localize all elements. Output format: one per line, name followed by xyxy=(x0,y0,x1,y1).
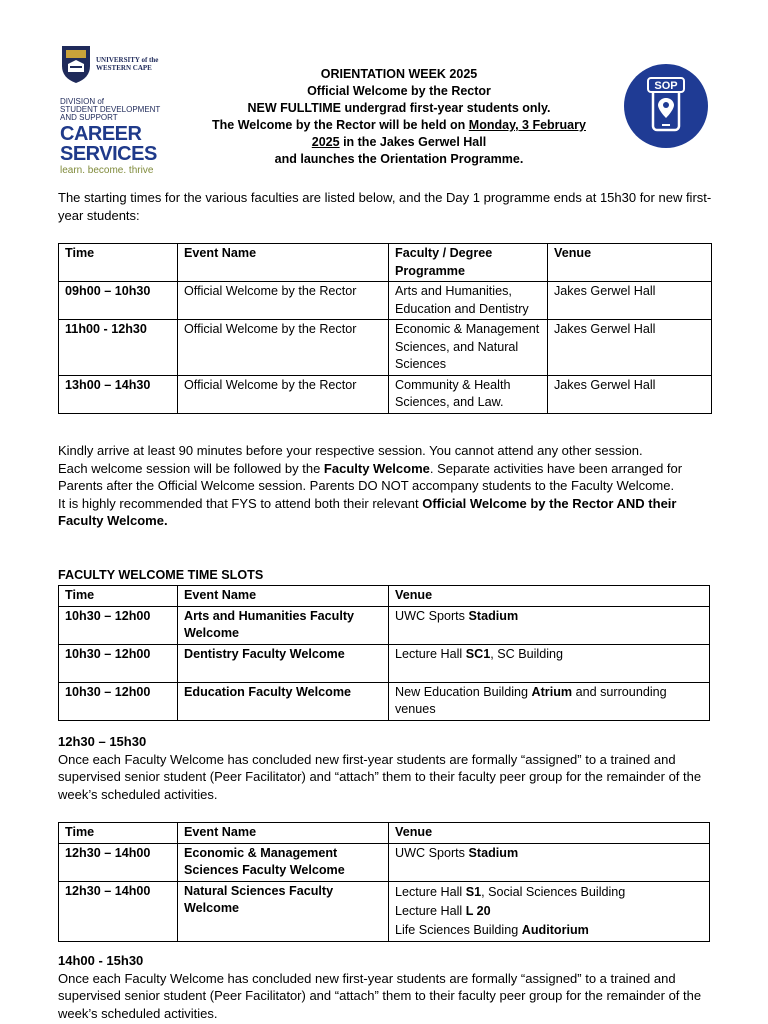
table-row: 12h30 – 14h00 Economic & Management Sciences Faculty Welcome UWC Sports Stadium xyxy=(59,843,710,881)
note-line1: Kindly arrive at least 90 minutes before your respective session. You cannot attend any other session. xyxy=(58,443,643,458)
table-header-row xyxy=(59,244,712,282)
table-row: 12h30 – 14h00 Natural Sciences Faculty Welcome Lecture Hall S1, Social Sciences Building Lecture Hall L 20 Life Sciences Building Auditorium xyxy=(59,881,710,941)
header-line5: 2025 in the Jakes Gerwel Hall xyxy=(311,135,487,149)
col-event: Event Name xyxy=(178,244,389,282)
section3 xyxy=(58,952,718,1022)
faculty-slots-title: FACULTY WELCOME TIME SLOTS xyxy=(58,568,264,582)
note-line2: Each welcome session will be followed by the Faculty Welcome. Separate activities have been arranged for Parents after the Official Welcome session. Parents DO NOT accompany students to the Faculty Welcome. xyxy=(58,460,683,493)
table-header-row: Time Event Name Venue xyxy=(59,586,710,607)
table-row: 13h00 – 14h30 Official Welcome by the Rector Community & Health Sciences, and Law. Jakes Gerwel Hall xyxy=(59,375,712,413)
phone-location-icon xyxy=(624,64,708,148)
intro-text: The starting times for the various faculties are listed below, and the Day 1 programme ends at 15h30 for new first-year students: xyxy=(58,190,712,223)
career-line1: CAREER xyxy=(60,123,142,145)
division-line1: DIVISION of xyxy=(60,97,105,106)
page-header xyxy=(190,66,608,168)
section2 xyxy=(58,733,718,803)
rector-welcome-table xyxy=(58,243,712,414)
division-line3: AND SUPPORT xyxy=(60,113,118,122)
career-services-logo xyxy=(60,44,180,176)
col-time: Time xyxy=(59,244,178,282)
header-line4: The Welcome by the Rector will be held on Monday, 3 February xyxy=(212,118,586,132)
table-row: 10h30 – 12h00 Arts and Humanities Faculty Welcome UWC Sports Stadium xyxy=(59,606,710,644)
university-name-line2: WESTERN CAPE xyxy=(96,64,152,72)
section2-text: Once each Faculty Welcome has concluded new first-year students are formally “assigned” to a trained and supervised senior student (Peer Facilitator) and “attach” them to their faculty peer group for the remainder of the week’s scheduled activities. xyxy=(58,751,702,802)
uwc-crest-icon xyxy=(60,44,92,84)
header-line2: Official Welcome by the Rector xyxy=(307,84,491,98)
section3-text: Once each Faculty Welcome has concluded new first-year students are formally “assigned” to a trained and supervised senior student (Peer Facilitator) and “attach” them to their faculty peer group for the remainder of the week’s scheduled activities. xyxy=(58,970,702,1021)
career-line2: SERVICES xyxy=(60,143,157,165)
svg-text:SOP: SOP xyxy=(654,80,678,92)
header-line1: ORIENTATION WEEK 2025 xyxy=(320,67,478,81)
table-row: 11h00 - 12h30 Official Welcome by the Rector Economic & Management Sciences, and Natural Sciences Jakes Gerwel Hall xyxy=(59,320,712,376)
header-line3: NEW FULLTIME undergrad first-year students only. xyxy=(247,101,551,115)
table-header-row: Time Event Name Venue xyxy=(59,823,710,844)
col-faculty: Faculty / Degree Programme xyxy=(389,244,548,282)
tagline: learn. become. thrive xyxy=(60,165,154,176)
division-line2: STUDENT DEVELOPMENT xyxy=(60,105,161,114)
faculty-welcome-table xyxy=(58,585,710,721)
notes-block xyxy=(58,442,718,530)
section2-title: 12h30 – 15h30 xyxy=(58,734,147,749)
col-venue: Venue xyxy=(548,244,712,282)
table-row: 10h30 – 12h00 Dentistry Faculty Welcome Lecture Hall SC1, SC Building xyxy=(59,644,710,682)
table-row: 09h00 – 10h30 Official Welcome by the Rector Arts and Humanities, Education and Dentistry Jakes Gerwel Hall xyxy=(59,282,712,320)
table-row: 10h30 – 12h00 Education Faculty Welcome New Education Building Atrium and surrounding venues xyxy=(59,682,710,720)
header-line6: and launches the Orientation Programme. xyxy=(274,152,524,166)
university-name-line1: UNIVERSITY of the xyxy=(96,56,159,64)
sop-badge xyxy=(624,64,708,148)
note-line3: It is highly recommended that FYS to attend both their relevant Official Welcome by the Rector AND their Faculty Welcome. xyxy=(58,495,677,528)
section3-title: 14h00 - 15h30 xyxy=(58,953,144,968)
second-welcome-table xyxy=(58,822,710,942)
